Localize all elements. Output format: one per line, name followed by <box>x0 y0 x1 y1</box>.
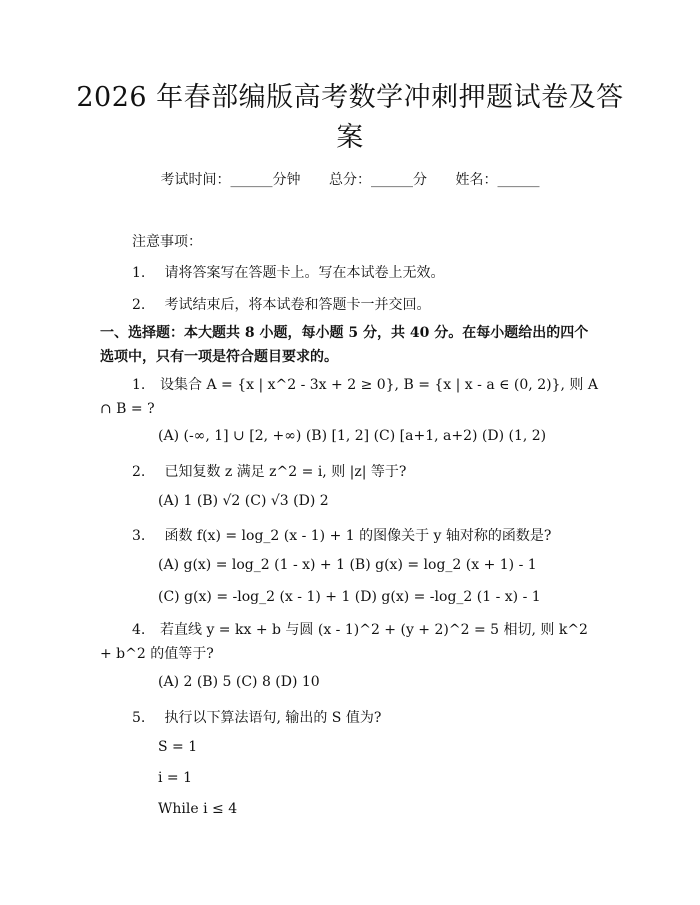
code-line: i = 1 <box>158 770 193 786</box>
question-text: 设集合 A = {x | x^2 - 3x + 2 ≥ 0}, B = {x | x - a ∈ (0, 2)}, 则 A ∩ B = ? <box>100 377 598 417</box>
notice-heading: 注意事项： <box>132 234 202 250</box>
question-text: 执行以下算法语句, 输出的 S 值为? <box>164 710 382 726</box>
question-3 <box>132 525 551 545</box>
question-number: 2. <box>132 464 146 480</box>
code-line: S = 1 <box>158 739 198 755</box>
question-number: 1. <box>132 377 146 393</box>
code-line: While i ≤ 4 <box>158 801 238 817</box>
question-4-options: (A) 2 (B) 5 (C) 8 (D) 10 <box>158 674 320 690</box>
question-3-options-ab: (A) g(x) = log_2 (1 - x) + 1 (B) g(x) = log_2 (x + 1) - 1 <box>158 557 537 573</box>
notice-item-text: 考试结束后，将本试卷和答题卡一并交回。 <box>164 297 431 313</box>
question-number: 3. <box>132 528 146 544</box>
question-2-options: (A) 1 (B) √2 (C) √3 (D) 2 <box>158 493 329 509</box>
notice-item-text: 请将答案写在答题卡上。写在本试卷上无效。 <box>164 265 445 281</box>
question-4 <box>100 618 600 666</box>
question-text: 若直线 y = kx + b 与圆 (x - 1)^2 + (y + 2)^2 = 5 相切, 则 k^2 + b^2 的值等于? <box>100 622 588 662</box>
exam-meta <box>0 169 700 189</box>
exam-time: 考试时间：______分钟 <box>160 172 301 188</box>
question-3-options-cd: (C) g(x) = -log_2 (x - 1) + 1 (D) g(x) = -log_2 (1 - x) - 1 <box>158 589 541 605</box>
question-text: 已知复数 z 满足 z^2 = i, 则 |z| 等于? <box>164 464 407 480</box>
exam-score: 总分：______分 <box>329 172 427 188</box>
question-1 <box>100 373 600 421</box>
question-number: 4. <box>132 622 146 638</box>
exam-name: 姓名：______ <box>455 172 540 188</box>
question-5 <box>132 707 381 727</box>
notice-item-number: 2. <box>132 297 146 313</box>
notice-item <box>132 294 430 314</box>
page-title: 2026 年春部编版高考数学冲刺押题试卷及答案 <box>76 82 624 153</box>
question-2 <box>132 461 406 481</box>
question-1-options: (A) (-∞, 1] ∪ [2, +∞) (B) [1, 2] (C) [a+1, a+2) (D) (1, 2) <box>158 428 547 444</box>
section-heading: 一、选择题：本大题共 8 小题，每小题 5 分，共 40 分。在每小题给出的四个选项中，只有一项是符合题目要求的。 <box>100 325 589 365</box>
question-number: 5. <box>132 710 146 726</box>
question-text: 函数 f(x) = log_2 (x - 1) + 1 的图像关于 y 轴对称的函数是? <box>164 528 552 544</box>
notice-item <box>132 262 444 282</box>
notice-item-number: 1. <box>132 265 146 281</box>
